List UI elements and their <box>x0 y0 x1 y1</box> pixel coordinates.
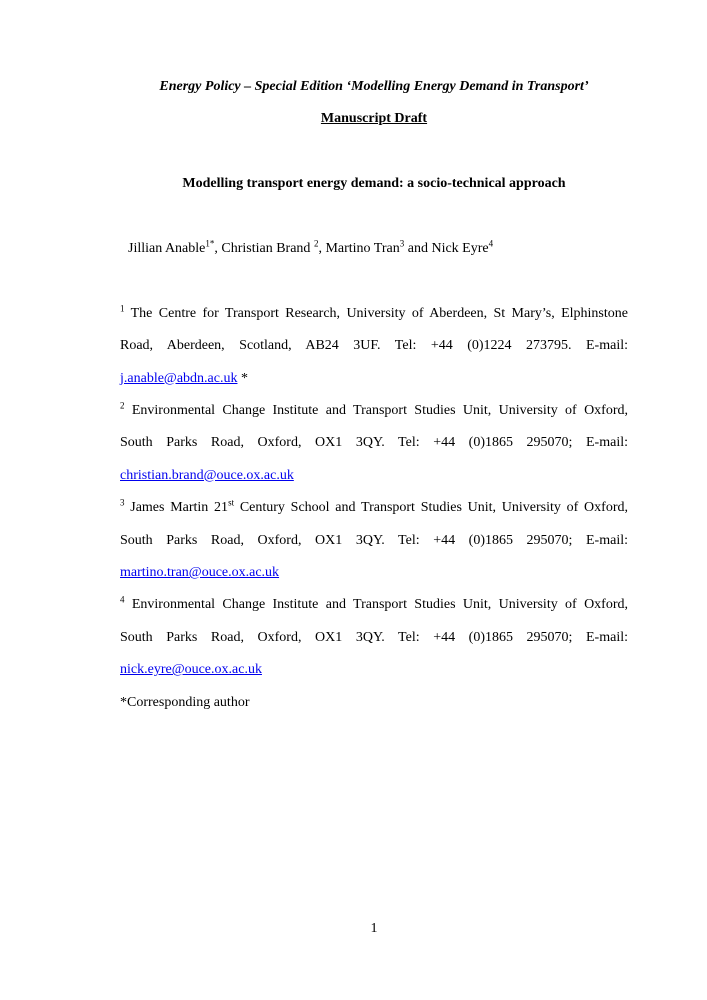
corresponding-author-note: *Corresponding author <box>120 694 250 710</box>
journal-header: Energy Policy – Special Edition ‘Modelling Energy Demand in Transport’ <box>159 79 589 94</box>
affiliation-1-line-1 <box>120 298 628 330</box>
author-superscript: 1* <box>205 238 215 249</box>
affiliation-marker: 2 <box>120 400 125 411</box>
email-link-eyre[interactable]: nick.eyre@ouce.ox.ac.uk <box>120 662 262 678</box>
spacer <box>120 201 628 233</box>
author-name: Jillian Anable <box>128 241 206 256</box>
manuscript-draft-label: Manuscript Draft <box>320 111 428 127</box>
spacer <box>120 265 628 297</box>
author-separator: , <box>318 241 326 256</box>
affiliation-1-line-3 <box>120 363 628 395</box>
author-line <box>120 233 628 265</box>
author-name: Nick Eyre <box>431 241 489 256</box>
affiliation-text: Century School and Transport Studies Unit, University of Oxford, <box>234 500 628 516</box>
paper-title: Modelling transport energy demand: a socio-technical approach <box>182 176 566 192</box>
affiliation-text: James Martin 21 <box>124 500 229 516</box>
spacer <box>120 136 628 168</box>
affiliation-marker: 4 <box>120 594 125 605</box>
author-superscript: 3 <box>399 238 405 249</box>
ordinal-superscript: st <box>228 497 235 508</box>
affiliation-2-line-2: South Parks Road, Oxford, OX1 3QY. Tel: +44 (0)1865 295070; E-mail: <box>120 435 628 451</box>
affiliation-3-line-3 <box>120 557 628 589</box>
affiliation-marker: 1 <box>120 303 125 314</box>
affiliation-1-line-2: Road, Aberdeen, Scotland, AB24 3UF. Tel: +44 (0)1224 273795. E-mail: <box>120 338 628 354</box>
affiliation-3-line-1 <box>120 492 628 524</box>
page-content <box>120 0 628 719</box>
author-name: Christian Brand <box>221 241 314 256</box>
affiliation-2-line-1 <box>120 395 628 427</box>
affiliation-2-line-3 <box>120 460 628 492</box>
affiliation-3-line-2: South Parks Road, Oxford, OX1 3QY. Tel: +44 (0)1865 295070; E-mail: <box>120 532 628 548</box>
manuscript-draft-line <box>120 103 628 135</box>
author-separator: , <box>214 241 222 256</box>
email-link-brand[interactable]: christian.brand@ouce.ox.ac.uk <box>120 467 294 483</box>
email-suffix: * <box>237 370 248 386</box>
author-separator: and <box>404 241 432 256</box>
author-name: Martino Tran <box>325 241 400 256</box>
email-link-anable[interactable]: j.anable@abdn.ac.uk <box>120 370 238 386</box>
author-superscript: 4 <box>488 238 494 249</box>
affiliation-4-line-3 <box>120 654 628 686</box>
affiliation-text: The Centre for Transport Research, University of Aberdeen, St Mary’s, Elphinstone <box>124 305 628 321</box>
email-link-tran[interactable]: martino.tran@ouce.ox.ac.uk <box>120 565 280 581</box>
affiliation-4-line-1 <box>120 589 628 621</box>
author-superscript: 2 <box>313 238 319 249</box>
affiliation-4-line-2: South Parks Road, Oxford, OX1 3QY. Tel: +44 (0)1865 295070; E-mail: <box>120 629 628 645</box>
page-number: 1 <box>370 921 378 936</box>
affiliation-text: Environmental Change Institute and Transport Studies Unit, University of Oxford, <box>124 597 628 613</box>
affiliation-marker: 3 <box>120 497 125 508</box>
affiliation-text: Environmental Change Institute and Transport Studies Unit, University of Oxford, <box>124 403 628 419</box>
